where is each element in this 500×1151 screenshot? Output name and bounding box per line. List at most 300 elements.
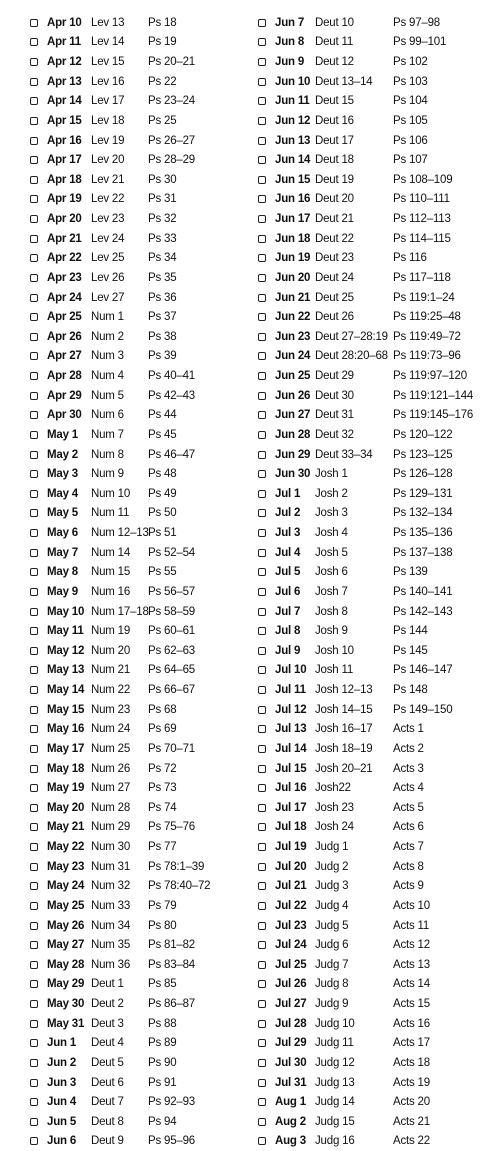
day-date: May 12 bbox=[47, 644, 85, 657]
day-checkbox[interactable] bbox=[30, 1020, 38, 1028]
day-checkbox[interactable] bbox=[30, 765, 38, 773]
day-date: May 18 bbox=[47, 762, 85, 775]
day-checkbox[interactable] bbox=[258, 156, 266, 164]
reading-row bbox=[30, 798, 245, 818]
old-testament-reading: Lev 20 bbox=[91, 154, 125, 167]
day-date: Jun 28 bbox=[275, 428, 311, 441]
day-checkbox[interactable] bbox=[30, 254, 38, 262]
psalm-reading: Acts 13 bbox=[393, 958, 430, 971]
psalm-reading: Ps 106 bbox=[393, 134, 428, 147]
day-date: May 28 bbox=[47, 958, 85, 971]
day-date: Jul 3 bbox=[275, 527, 301, 540]
reading-row bbox=[30, 484, 245, 504]
day-checkbox[interactable] bbox=[30, 961, 38, 969]
day-checkbox[interactable] bbox=[30, 784, 38, 792]
reading-row bbox=[30, 661, 245, 681]
day-checkbox[interactable] bbox=[30, 902, 38, 910]
day-checkbox[interactable] bbox=[258, 804, 266, 812]
psalm-reading: Ps 18 bbox=[148, 16, 177, 29]
psalm-reading: Ps 51 bbox=[148, 527, 177, 540]
day-checkbox[interactable] bbox=[258, 568, 266, 576]
psalm-reading: Ps 119:1–24 bbox=[393, 291, 455, 304]
day-checkbox[interactable] bbox=[30, 313, 38, 321]
psalm-reading: Ps 78:40–72 bbox=[148, 880, 211, 893]
psalm-reading: Ps 97–98 bbox=[393, 16, 440, 29]
reading-row bbox=[30, 268, 245, 288]
old-testament-reading: Lev 23 bbox=[91, 213, 125, 226]
day-checkbox[interactable] bbox=[30, 195, 38, 203]
reading-row bbox=[30, 1053, 245, 1073]
psalm-reading: Ps 83–84 bbox=[148, 958, 195, 971]
day-checkbox[interactable] bbox=[30, 627, 38, 635]
day-date: May 15 bbox=[47, 703, 85, 716]
day-checkbox[interactable] bbox=[258, 823, 266, 831]
psalm-reading: Acts 21 bbox=[393, 1115, 430, 1128]
day-checkbox[interactable] bbox=[30, 1118, 38, 1126]
day-checkbox[interactable] bbox=[258, 97, 266, 105]
day-checkbox[interactable] bbox=[258, 1020, 266, 1028]
day-checkbox[interactable] bbox=[30, 58, 38, 66]
day-checkbox[interactable] bbox=[30, 117, 38, 125]
day-checkbox[interactable] bbox=[30, 804, 38, 812]
day-checkbox[interactable] bbox=[258, 647, 266, 655]
old-testament-reading: Deut 11 bbox=[315, 36, 354, 49]
psalm-reading: Ps 30 bbox=[148, 173, 177, 186]
psalm-reading: Ps 108–109 bbox=[393, 173, 453, 186]
day-checkbox[interactable] bbox=[30, 941, 38, 949]
day-checkbox[interactable] bbox=[258, 254, 266, 262]
day-date: Jun 21 bbox=[275, 291, 311, 304]
day-checkbox[interactable] bbox=[30, 372, 38, 380]
day-date: Jun 7 bbox=[275, 16, 305, 29]
day-checkbox[interactable] bbox=[30, 431, 38, 439]
psalm-reading: Ps 94 bbox=[148, 1115, 177, 1128]
psalm-reading: Ps 119:145–176 bbox=[393, 409, 474, 422]
day-date: May 25 bbox=[47, 899, 85, 912]
psalm-reading: Ps 77 bbox=[148, 841, 177, 854]
day-checkbox[interactable] bbox=[30, 19, 38, 27]
day-checkbox[interactable] bbox=[258, 1079, 266, 1087]
day-checkbox[interactable] bbox=[30, 215, 38, 223]
day-date: May 8 bbox=[47, 566, 78, 579]
day-checkbox[interactable] bbox=[30, 647, 38, 655]
old-testament-reading: Judg 11 bbox=[315, 1037, 354, 1050]
reading-row bbox=[30, 759, 245, 779]
reading-plan-left-column bbox=[30, 13, 245, 1151]
day-checkbox[interactable] bbox=[30, 176, 38, 184]
day-date: Jun 23 bbox=[275, 330, 311, 343]
day-checkbox[interactable] bbox=[30, 294, 38, 302]
old-testament-reading: Num 30 bbox=[91, 841, 131, 854]
day-date: May 17 bbox=[47, 742, 85, 755]
day-date: Jul 13 bbox=[275, 723, 307, 736]
day-date: May 19 bbox=[47, 782, 85, 795]
day-date: Jul 9 bbox=[275, 644, 301, 657]
old-testament-reading: Deut 20 bbox=[315, 193, 354, 206]
day-date: Jul 20 bbox=[275, 860, 307, 873]
day-date: Jul 12 bbox=[275, 703, 307, 716]
reading-row bbox=[258, 759, 494, 779]
day-checkbox[interactable] bbox=[258, 195, 266, 203]
psalm-reading: Ps 81–82 bbox=[148, 939, 195, 952]
day-date: May 9 bbox=[47, 585, 78, 598]
reading-row bbox=[258, 288, 494, 308]
day-checkbox[interactable] bbox=[258, 313, 266, 321]
day-checkbox[interactable] bbox=[258, 784, 266, 792]
day-checkbox[interactable] bbox=[30, 588, 38, 596]
day-checkbox[interactable] bbox=[30, 392, 38, 400]
day-date: May 4 bbox=[47, 487, 78, 500]
psalm-reading: Acts 10 bbox=[393, 899, 430, 912]
day-checkbox[interactable] bbox=[258, 1118, 266, 1126]
day-checkbox[interactable] bbox=[30, 97, 38, 105]
day-date: Apr 18 bbox=[47, 173, 82, 186]
reading-row bbox=[258, 464, 494, 484]
day-date: Jul 4 bbox=[275, 546, 301, 559]
reading-row bbox=[258, 33, 494, 53]
day-checkbox[interactable] bbox=[258, 78, 266, 86]
reading-row bbox=[30, 52, 245, 72]
day-date: Jul 5 bbox=[275, 566, 301, 579]
old-testament-reading: Josh 18–19 bbox=[315, 742, 373, 755]
day-checkbox[interactable] bbox=[30, 1137, 38, 1145]
day-checkbox[interactable] bbox=[30, 78, 38, 86]
day-date: May 10 bbox=[47, 605, 85, 618]
reading-row bbox=[258, 1092, 494, 1112]
day-date: Apr 24 bbox=[47, 291, 82, 304]
day-checkbox[interactable] bbox=[258, 137, 266, 145]
psalm-reading: Acts 11 bbox=[393, 919, 430, 932]
day-date: Jun 5 bbox=[47, 1115, 77, 1128]
day-checkbox[interactable] bbox=[258, 509, 266, 517]
psalm-reading: Ps 119:97–120 bbox=[393, 370, 467, 383]
psalm-reading: Ps 89 bbox=[148, 1037, 177, 1050]
day-checkbox[interactable] bbox=[30, 725, 38, 733]
old-testament-reading: Num 24 bbox=[91, 723, 131, 736]
day-date: Jun 13 bbox=[275, 134, 311, 147]
day-date: Apr 10 bbox=[47, 16, 82, 29]
day-date: Jul 1 bbox=[275, 487, 301, 500]
day-checkbox[interactable] bbox=[30, 745, 38, 753]
day-date: Jul 25 bbox=[275, 958, 307, 971]
reading-row bbox=[30, 72, 245, 92]
day-date: Jun 6 bbox=[47, 1135, 77, 1148]
reading-row bbox=[258, 543, 494, 563]
old-testament-reading: Num 27 bbox=[91, 782, 131, 795]
old-testament-reading: Lev 24 bbox=[91, 232, 125, 245]
old-testament-reading: Josh 6 bbox=[315, 566, 348, 579]
psalm-reading: Acts 16 bbox=[393, 1017, 430, 1030]
day-checkbox[interactable] bbox=[258, 1137, 266, 1145]
old-testament-reading: Judg 15 bbox=[315, 1115, 355, 1128]
old-testament-reading: Deut 7 bbox=[91, 1096, 124, 1109]
day-checkbox[interactable] bbox=[258, 725, 266, 733]
day-checkbox[interactable] bbox=[258, 19, 266, 27]
psalm-reading: Ps 119:25–48 bbox=[393, 311, 461, 324]
old-testament-reading: Lev 22 bbox=[91, 193, 125, 206]
day-date: Apr 26 bbox=[47, 330, 82, 343]
psalm-reading: Ps 73 bbox=[148, 782, 177, 795]
day-date: Jun 1 bbox=[47, 1037, 77, 1050]
day-date: Jun 19 bbox=[275, 252, 311, 265]
day-checkbox[interactable] bbox=[30, 843, 38, 851]
day-checkbox[interactable] bbox=[30, 38, 38, 46]
day-date: Jul 8 bbox=[275, 625, 301, 638]
psalm-reading: Ps 74 bbox=[148, 801, 177, 814]
old-testament-reading: Josh 23 bbox=[315, 801, 354, 814]
old-testament-reading: Num 3 bbox=[91, 350, 124, 363]
reading-row bbox=[30, 307, 245, 327]
day-checkbox[interactable] bbox=[30, 686, 38, 694]
day-date: Jun 8 bbox=[275, 36, 305, 49]
day-checkbox[interactable] bbox=[258, 58, 266, 66]
reading-row bbox=[258, 406, 494, 426]
old-testament-reading: Judg 14 bbox=[315, 1096, 355, 1109]
day-checkbox[interactable] bbox=[258, 352, 266, 360]
psalm-reading: Ps 56–57 bbox=[148, 585, 195, 598]
day-checkbox[interactable] bbox=[258, 666, 266, 674]
reading-row bbox=[30, 366, 245, 386]
day-date: Jun 22 bbox=[275, 311, 311, 324]
day-checkbox[interactable] bbox=[30, 333, 38, 341]
day-checkbox[interactable] bbox=[258, 294, 266, 302]
old-testament-reading: Josh 9 bbox=[315, 625, 348, 638]
day-checkbox[interactable] bbox=[258, 38, 266, 46]
day-checkbox[interactable] bbox=[30, 568, 38, 576]
day-checkbox[interactable] bbox=[258, 1000, 266, 1008]
psalm-reading: Ps 90 bbox=[148, 1056, 177, 1069]
reading-row bbox=[30, 33, 245, 53]
day-checkbox[interactable] bbox=[258, 922, 266, 930]
day-checkbox[interactable] bbox=[30, 1079, 38, 1087]
day-checkbox[interactable] bbox=[30, 980, 38, 988]
old-testament-reading: Deut 6 bbox=[91, 1076, 124, 1089]
old-testament-reading: Num 14 bbox=[91, 546, 131, 559]
day-checkbox[interactable] bbox=[30, 451, 38, 459]
psalm-reading: Ps 146–147 bbox=[393, 664, 453, 677]
day-date: May 27 bbox=[47, 939, 85, 952]
psalm-reading: Ps 44 bbox=[148, 409, 177, 422]
reading-row bbox=[30, 621, 245, 641]
old-testament-reading: Judg 1 bbox=[315, 841, 349, 854]
day-checkbox[interactable] bbox=[30, 137, 38, 145]
old-testament-reading: Num 16 bbox=[91, 585, 131, 598]
day-checkbox[interactable] bbox=[30, 608, 38, 616]
old-testament-reading: Lev 27 bbox=[91, 291, 125, 304]
psalm-reading: Ps 19 bbox=[148, 36, 177, 49]
day-checkbox[interactable] bbox=[258, 686, 266, 694]
old-testament-reading: Josh 11 bbox=[315, 664, 354, 677]
day-checkbox[interactable] bbox=[258, 215, 266, 223]
old-testament-reading: Num 36 bbox=[91, 958, 131, 971]
day-checkbox[interactable] bbox=[30, 823, 38, 831]
day-checkbox[interactable] bbox=[258, 274, 266, 282]
reading-row bbox=[258, 877, 494, 897]
day-checkbox[interactable] bbox=[258, 863, 266, 871]
old-testament-reading: Num 12–13 bbox=[91, 527, 149, 540]
psalm-reading: Acts 4 bbox=[393, 782, 424, 795]
psalm-reading: Acts 14 bbox=[393, 978, 430, 991]
reading-row bbox=[258, 111, 494, 131]
psalm-reading: Ps 86–87 bbox=[148, 998, 195, 1011]
day-checkbox[interactable] bbox=[258, 980, 266, 988]
day-checkbox[interactable] bbox=[258, 549, 266, 557]
day-checkbox[interactable] bbox=[258, 902, 266, 910]
psalm-reading: Ps 142–143 bbox=[393, 605, 453, 618]
old-testament-reading: Deut 26 bbox=[315, 311, 354, 324]
day-checkbox[interactable] bbox=[30, 156, 38, 164]
day-checkbox[interactable] bbox=[258, 490, 266, 498]
old-testament-reading: Deut 21 bbox=[315, 213, 354, 226]
psalm-reading: Ps 38 bbox=[148, 330, 177, 343]
day-checkbox[interactable] bbox=[258, 961, 266, 969]
old-testament-reading: Num 29 bbox=[91, 821, 131, 834]
old-testament-reading: Deut 19 bbox=[315, 173, 354, 186]
reading-row bbox=[258, 857, 494, 877]
day-date: May 3 bbox=[47, 468, 78, 481]
day-checkbox[interactable] bbox=[30, 1098, 38, 1106]
psalm-reading: Ps 103 bbox=[393, 75, 428, 88]
reading-row bbox=[258, 1053, 494, 1073]
day-checkbox[interactable] bbox=[30, 863, 38, 871]
reading-row bbox=[258, 778, 494, 798]
day-checkbox[interactable] bbox=[258, 608, 266, 616]
psalm-reading: Acts 6 bbox=[393, 821, 424, 834]
day-checkbox[interactable] bbox=[258, 372, 266, 380]
old-testament-reading: Num 5 bbox=[91, 389, 124, 402]
day-date: Jul 16 bbox=[275, 782, 307, 795]
old-testament-reading: Num 11 bbox=[91, 507, 130, 520]
day-checkbox[interactable] bbox=[258, 1039, 266, 1047]
reading-row bbox=[258, 916, 494, 936]
day-checkbox[interactable] bbox=[30, 509, 38, 517]
psalm-reading: Ps 102 bbox=[393, 56, 428, 69]
day-checkbox[interactable] bbox=[258, 765, 266, 773]
day-date: May 23 bbox=[47, 860, 85, 873]
day-checkbox[interactable] bbox=[258, 176, 266, 184]
old-testament-reading: Deut 25 bbox=[315, 291, 354, 304]
psalm-reading: Ps 120–122 bbox=[393, 428, 453, 441]
day-checkbox[interactable] bbox=[258, 235, 266, 243]
old-testament-reading: Lev 13 bbox=[91, 16, 125, 29]
reading-plan-right-column bbox=[258, 13, 494, 1151]
reading-row bbox=[258, 504, 494, 524]
day-checkbox[interactable] bbox=[30, 549, 38, 557]
old-testament-reading: Num 21 bbox=[91, 664, 131, 677]
psalm-reading: Ps 117–118 bbox=[393, 271, 451, 284]
psalm-reading: Ps 91 bbox=[148, 1076, 177, 1089]
reading-row bbox=[30, 13, 245, 33]
old-testament-reading: Num 20 bbox=[91, 644, 131, 657]
day-checkbox[interactable] bbox=[30, 235, 38, 243]
old-testament-reading: Num 1 bbox=[91, 311, 124, 324]
reading-row bbox=[258, 935, 494, 955]
day-checkbox[interactable] bbox=[30, 411, 38, 419]
old-testament-reading: Deut 17 bbox=[315, 134, 354, 147]
reading-row bbox=[258, 366, 494, 386]
old-testament-reading: Judg 2 bbox=[315, 860, 349, 873]
reading-row bbox=[30, 916, 245, 936]
day-checkbox[interactable] bbox=[30, 1039, 38, 1047]
day-checkbox[interactable] bbox=[258, 333, 266, 341]
day-checkbox[interactable] bbox=[258, 627, 266, 635]
old-testament-reading: Num 7 bbox=[91, 428, 124, 441]
day-checkbox[interactable] bbox=[30, 666, 38, 674]
day-checkbox[interactable] bbox=[30, 529, 38, 537]
day-checkbox[interactable] bbox=[258, 117, 266, 125]
psalm-reading: Ps 60–61 bbox=[148, 625, 195, 638]
old-testament-reading: Deut 23 bbox=[315, 252, 354, 265]
day-checkbox[interactable] bbox=[30, 490, 38, 498]
reading-row bbox=[258, 700, 494, 720]
psalm-reading: Ps 144 bbox=[393, 625, 428, 638]
day-checkbox[interactable] bbox=[258, 588, 266, 596]
psalm-reading: Ps 64–65 bbox=[148, 664, 195, 677]
old-testament-reading: Judg 12 bbox=[315, 1056, 355, 1069]
old-testament-reading: Josh 1 bbox=[315, 468, 348, 481]
psalm-reading: Ps 72 bbox=[148, 762, 177, 775]
old-testament-reading: Deut 4 bbox=[91, 1037, 124, 1050]
day-checkbox[interactable] bbox=[30, 274, 38, 282]
psalm-reading: Ps 20–21 bbox=[148, 56, 195, 69]
day-checkbox[interactable] bbox=[258, 745, 266, 753]
old-testament-reading: Deut 13–14 bbox=[315, 75, 373, 88]
reading-row bbox=[30, 994, 245, 1014]
reading-row bbox=[258, 602, 494, 622]
day-checkbox[interactable] bbox=[30, 922, 38, 930]
day-checkbox[interactable] bbox=[258, 411, 266, 419]
psalm-reading: Acts 3 bbox=[393, 762, 424, 775]
day-checkbox[interactable] bbox=[258, 529, 266, 537]
psalm-reading: Ps 70–71 bbox=[148, 742, 195, 755]
day-checkbox[interactable] bbox=[30, 706, 38, 714]
day-checkbox[interactable] bbox=[258, 470, 266, 478]
reading-row bbox=[30, 563, 245, 583]
day-checkbox[interactable] bbox=[30, 352, 38, 360]
day-checkbox[interactable] bbox=[258, 431, 266, 439]
psalm-reading: Ps 62–63 bbox=[148, 644, 195, 657]
day-date: Jun 24 bbox=[275, 350, 311, 363]
psalm-reading: Ps 132–134 bbox=[393, 507, 453, 520]
day-date: May 1 bbox=[47, 428, 78, 441]
day-checkbox[interactable] bbox=[258, 843, 266, 851]
day-checkbox[interactable] bbox=[30, 882, 38, 890]
day-date: Jul 30 bbox=[275, 1056, 307, 1069]
old-testament-reading: Num 17–18 bbox=[91, 605, 149, 618]
day-checkbox[interactable] bbox=[258, 941, 266, 949]
psalm-reading: Ps 119:121–144 bbox=[393, 389, 474, 402]
day-checkbox[interactable] bbox=[30, 1059, 38, 1067]
day-date: Jun 2 bbox=[47, 1056, 77, 1069]
day-checkbox[interactable] bbox=[258, 1059, 266, 1067]
day-checkbox[interactable] bbox=[258, 392, 266, 400]
old-testament-reading: Deut 27–28:19 bbox=[315, 330, 388, 343]
old-testament-reading: Judg 7 bbox=[315, 958, 349, 971]
day-checkbox[interactable] bbox=[258, 1098, 266, 1106]
psalm-reading: Ps 137–138 bbox=[393, 546, 453, 559]
day-date: Jul 18 bbox=[275, 821, 307, 834]
day-date: Apr 25 bbox=[47, 311, 82, 324]
day-checkbox[interactable] bbox=[30, 1000, 38, 1008]
day-checkbox[interactable] bbox=[258, 706, 266, 714]
day-checkbox[interactable] bbox=[30, 470, 38, 478]
psalm-reading: Ps 148 bbox=[393, 684, 428, 697]
day-date: Jul 26 bbox=[275, 978, 307, 991]
day-date: Jul 15 bbox=[275, 762, 307, 775]
day-checkbox[interactable] bbox=[258, 451, 266, 459]
old-testament-reading: Num 26 bbox=[91, 762, 131, 775]
day-checkbox[interactable] bbox=[258, 882, 266, 890]
